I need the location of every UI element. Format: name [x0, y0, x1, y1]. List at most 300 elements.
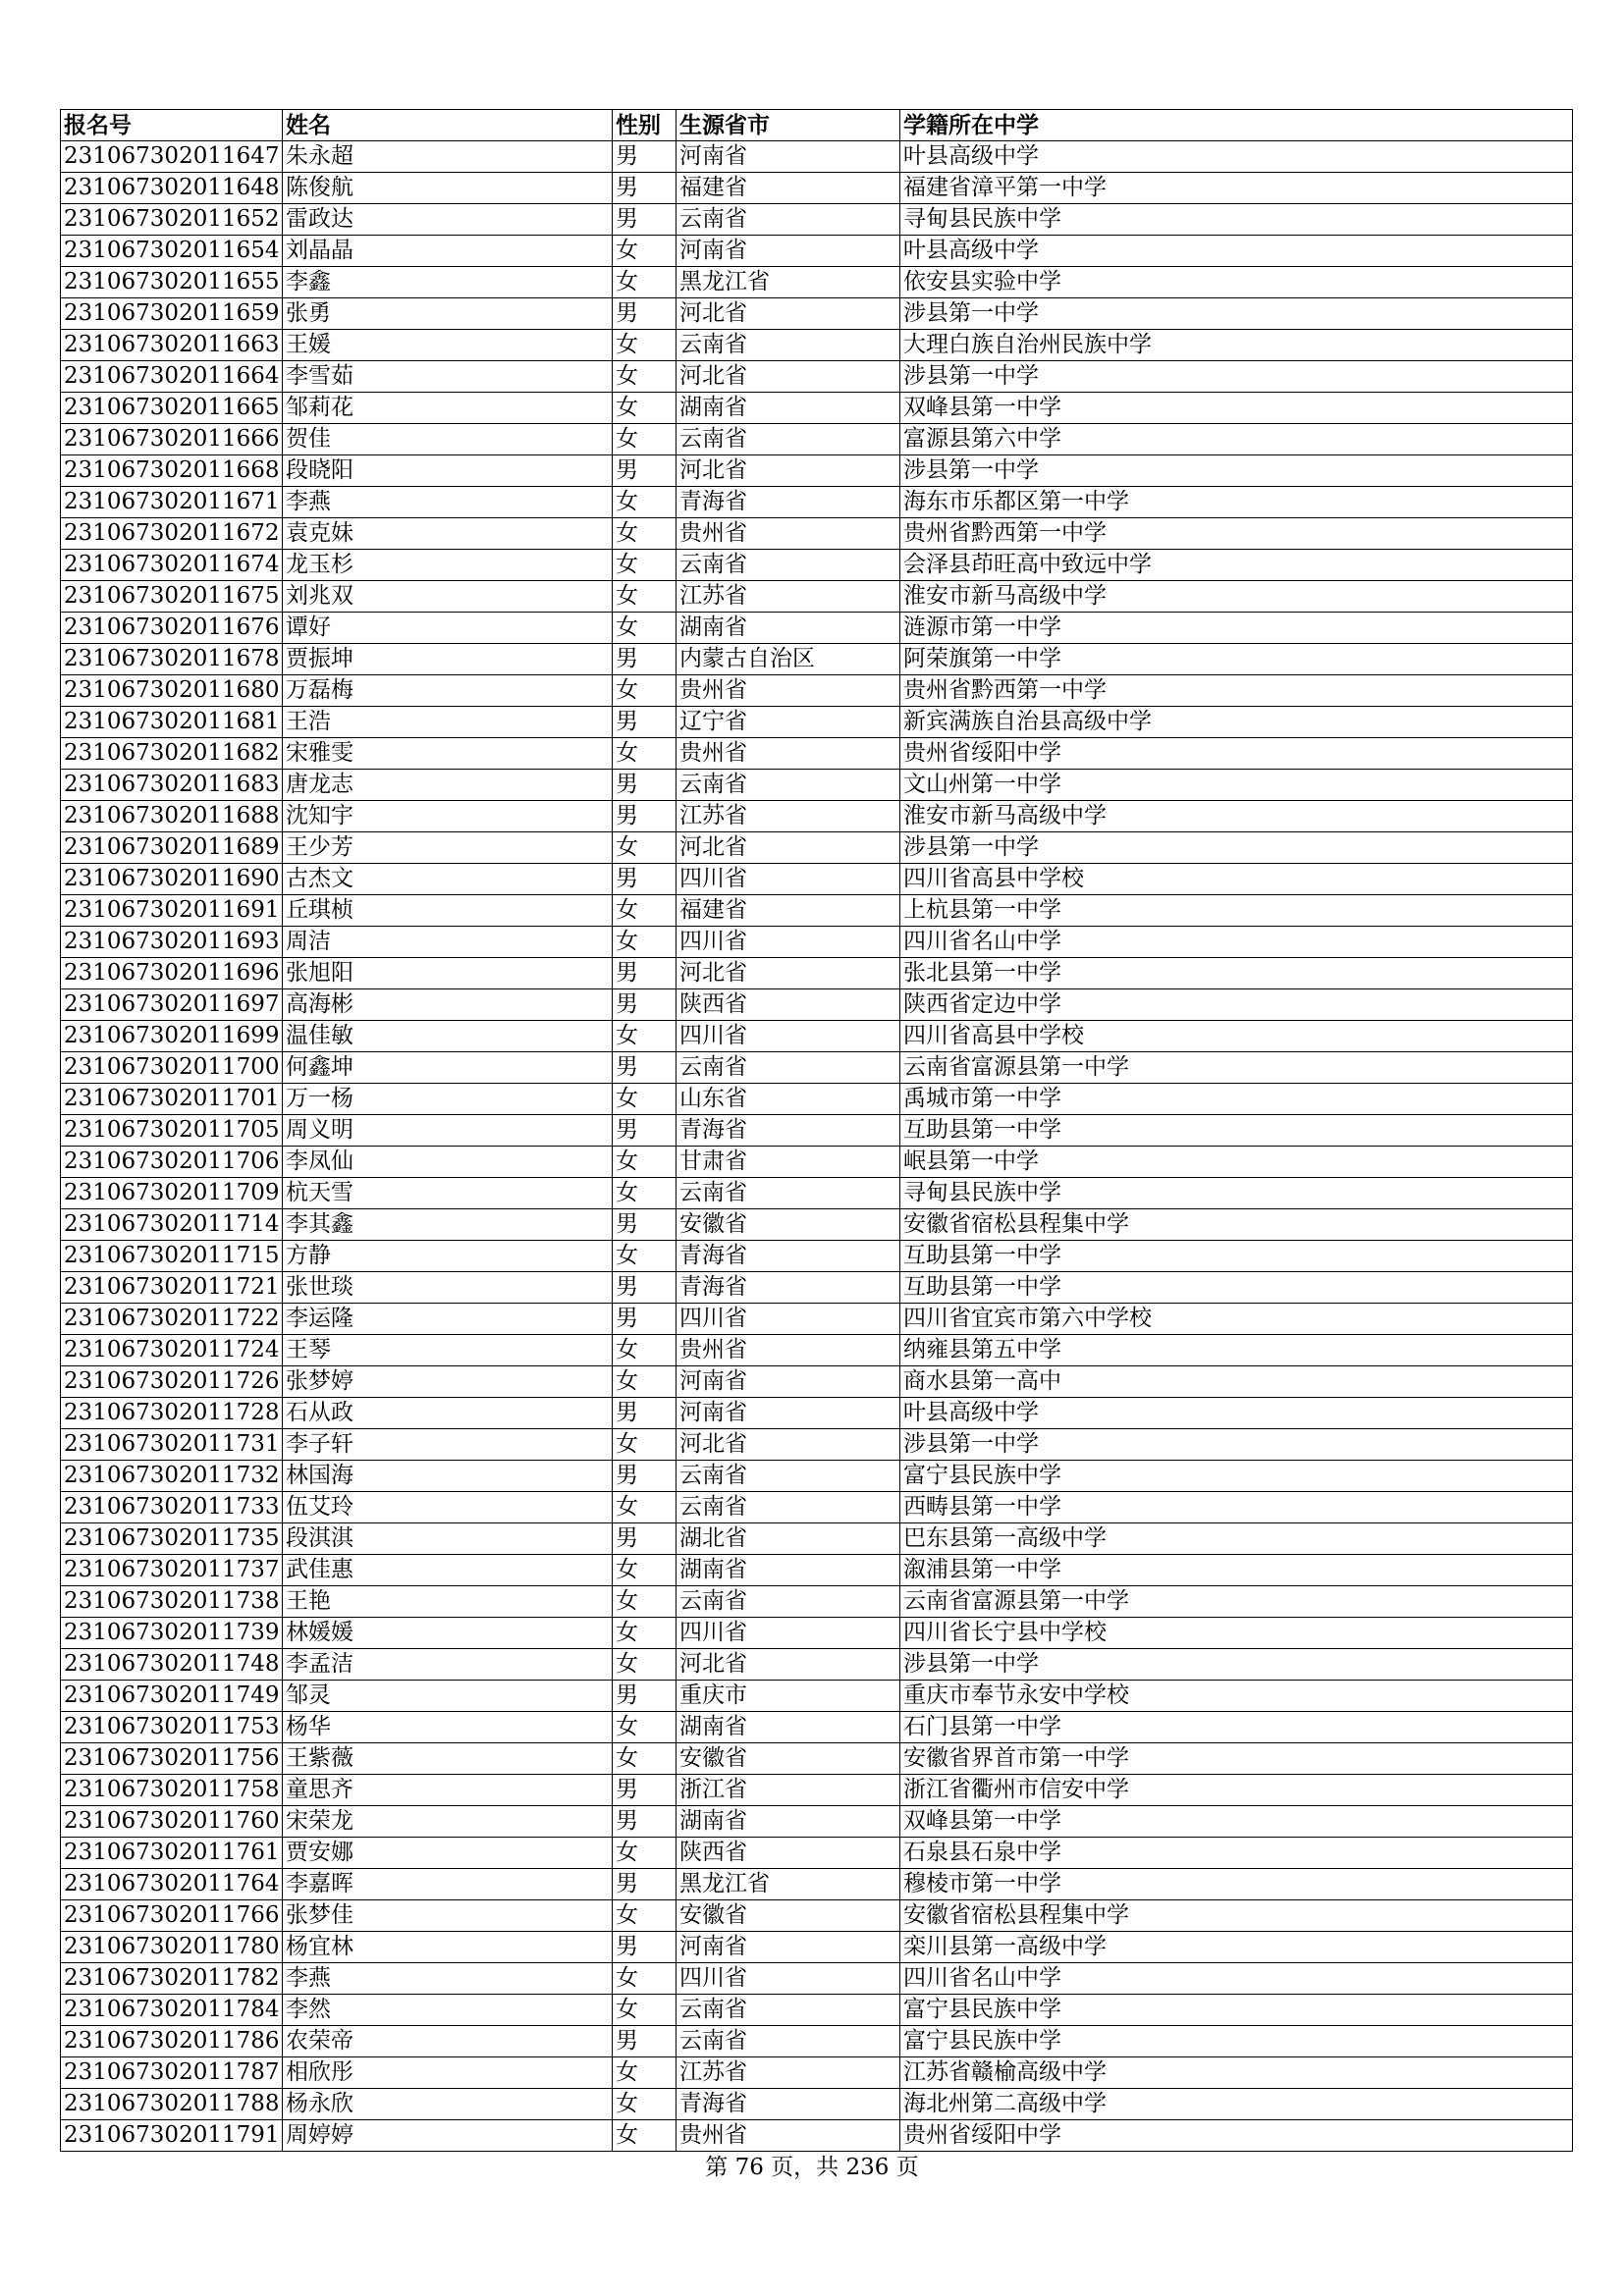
cell-origin-province: 河北省 [677, 361, 900, 393]
cell-origin-province: 湖南省 [677, 1712, 900, 1743]
cell-high-school: 安徽省宿松县程集中学 [900, 1900, 1573, 1932]
cell-origin-province: 云南省 [677, 330, 900, 361]
cell-origin-province: 安徽省 [677, 1209, 900, 1241]
cell-high-school: 西畴县第一中学 [900, 1492, 1573, 1523]
table-row [61, 393, 1573, 424]
cell-origin-province: 陕西省 [677, 989, 900, 1021]
table-row [61, 707, 1573, 738]
cell-name: 王少芳 [283, 832, 613, 864]
page-footer [0, 2149, 1624, 2181]
cell-gender: 男 [613, 644, 677, 675]
cell-origin-province: 云南省 [677, 1586, 900, 1618]
cell-name: 林媛媛 [283, 1618, 613, 1649]
header-name: 姓名 [283, 110, 613, 141]
cell-registration-number: 231067302011668 [61, 455, 283, 487]
table-row [61, 1900, 1573, 1932]
header-origin-province: 生源省市 [677, 110, 900, 141]
cell-registration-number: 231067302011655 [61, 267, 283, 298]
cell-origin-province: 浙江省 [677, 1775, 900, 1806]
table-row [61, 1869, 1573, 1900]
cell-gender: 女 [613, 1995, 677, 2026]
cell-registration-number: 231067302011709 [61, 1178, 283, 1209]
cell-high-school: 纳雍县第五中学 [900, 1335, 1573, 1366]
cell-registration-number: 231067302011764 [61, 1869, 283, 1900]
cell-gender: 男 [613, 1461, 677, 1492]
cell-registration-number: 231067302011671 [61, 487, 283, 518]
cell-gender: 女 [613, 1649, 677, 1681]
cell-origin-province: 贵州省 [677, 738, 900, 770]
cell-high-school: 贵州省黔西第一中学 [900, 675, 1573, 707]
cell-origin-province: 贵州省 [677, 675, 900, 707]
cell-high-school: 海北州第二高级中学 [900, 2089, 1573, 2120]
cell-high-school: 张北县第一中学 [900, 958, 1573, 989]
cell-gender: 女 [613, 581, 677, 613]
cell-gender: 女 [613, 1900, 677, 1932]
cell-origin-province: 河南省 [677, 1398, 900, 1429]
table-row [61, 801, 1573, 832]
cell-high-school: 海东市乐都区第一中学 [900, 487, 1573, 518]
cell-gender: 女 [613, 1712, 677, 1743]
cell-origin-province: 四川省 [677, 1304, 900, 1335]
cell-gender: 女 [613, 330, 677, 361]
cell-origin-province: 安徽省 [677, 1900, 900, 1932]
cell-gender: 女 [613, 927, 677, 958]
cell-registration-number: 231067302011676 [61, 613, 283, 644]
cell-gender: 男 [613, 1869, 677, 1900]
cell-high-school: 涉县第一中学 [900, 298, 1573, 330]
cell-gender: 女 [613, 1492, 677, 1523]
cell-gender: 女 [613, 1241, 677, 1272]
table-row [61, 1586, 1573, 1618]
cell-gender: 女 [613, 1618, 677, 1649]
cell-name: 龙玉杉 [283, 550, 613, 581]
cell-registration-number: 231067302011761 [61, 1838, 283, 1869]
cell-high-school: 四川省高县中学校 [900, 864, 1573, 895]
cell-registration-number: 231067302011766 [61, 1900, 283, 1932]
cell-gender: 女 [613, 393, 677, 424]
cell-high-school: 富源县第六中学 [900, 424, 1573, 455]
cell-high-school: 涉县第一中学 [900, 361, 1573, 393]
table-row [61, 2057, 1573, 2089]
cell-high-school: 互助县第一中学 [900, 1241, 1573, 1272]
cell-name: 杨宜林 [283, 1932, 613, 1963]
cell-gender: 男 [613, 989, 677, 1021]
cell-high-school: 巴东县第一高级中学 [900, 1523, 1573, 1555]
cell-name: 高海彬 [283, 989, 613, 1021]
cell-registration-number: 231067302011737 [61, 1555, 283, 1586]
cell-gender: 女 [613, 1335, 677, 1366]
cell-name: 刘晶晶 [283, 236, 613, 267]
cell-registration-number: 231067302011678 [61, 644, 283, 675]
cell-origin-province: 四川省 [677, 927, 900, 958]
cell-registration-number: 231067302011760 [61, 1806, 283, 1838]
cell-origin-province: 河北省 [677, 958, 900, 989]
cell-registration-number: 231067302011691 [61, 895, 283, 927]
cell-name: 李运隆 [283, 1304, 613, 1335]
cell-high-school: 安徽省界首市第一中学 [900, 1743, 1573, 1775]
table-row [61, 1335, 1573, 1366]
cell-high-school: 涉县第一中学 [900, 1429, 1573, 1461]
table-row [61, 204, 1573, 236]
cell-origin-province: 云南省 [677, 1052, 900, 1084]
cell-registration-number: 231067302011739 [61, 1618, 283, 1649]
cell-gender: 女 [613, 236, 677, 267]
table-row [61, 1021, 1573, 1052]
table-row [61, 330, 1573, 361]
cell-name: 段淇淇 [283, 1523, 613, 1555]
cell-origin-province: 贵州省 [677, 1335, 900, 1366]
cell-gender: 女 [613, 1366, 677, 1398]
cell-name: 李然 [283, 1995, 613, 2026]
table-row [61, 141, 1573, 173]
cell-registration-number: 231067302011693 [61, 927, 283, 958]
cell-gender: 男 [613, 770, 677, 801]
cell-origin-province: 重庆市 [677, 1681, 900, 1712]
header-high-school: 学籍所在中学 [900, 110, 1573, 141]
cell-origin-province: 河北省 [677, 832, 900, 864]
cell-gender: 女 [613, 1084, 677, 1115]
cell-high-school: 淮安市新马高级中学 [900, 801, 1573, 832]
cell-name: 张梦佳 [283, 1900, 613, 1932]
cell-high-school: 贵州省黔西第一中学 [900, 518, 1573, 550]
cell-high-school: 富宁县民族中学 [900, 2026, 1573, 2057]
cell-origin-province: 陕西省 [677, 1838, 900, 1869]
table-row [61, 1304, 1573, 1335]
cell-origin-province: 河南省 [677, 1366, 900, 1398]
header-registration-number: 报名号 [61, 110, 283, 141]
cell-origin-province: 河南省 [677, 1932, 900, 1963]
cell-gender: 女 [613, 1147, 677, 1178]
table-row [61, 1398, 1573, 1429]
cell-registration-number: 231067302011689 [61, 832, 283, 864]
table-row [61, 2089, 1573, 2120]
cell-high-school: 涟源市第一中学 [900, 613, 1573, 644]
cell-origin-province: 云南省 [677, 550, 900, 581]
cell-name: 王媛 [283, 330, 613, 361]
cell-gender: 女 [613, 424, 677, 455]
table-row [61, 1712, 1573, 1743]
cell-high-school: 四川省宜宾市第六中学校 [900, 1304, 1573, 1335]
cell-origin-province: 云南省 [677, 204, 900, 236]
cell-registration-number: 231067302011688 [61, 801, 283, 832]
cell-registration-number: 231067302011683 [61, 770, 283, 801]
cell-name: 张旭阳 [283, 958, 613, 989]
cell-registration-number: 231067302011756 [61, 1743, 283, 1775]
cell-high-school: 互助县第一中学 [900, 1272, 1573, 1304]
cell-gender: 女 [613, 832, 677, 864]
cell-high-school: 寻甸县民族中学 [900, 1178, 1573, 1209]
cell-origin-province: 青海省 [677, 1272, 900, 1304]
cell-registration-number: 231067302011714 [61, 1209, 283, 1241]
cell-origin-province: 河北省 [677, 1429, 900, 1461]
cell-registration-number: 231067302011674 [61, 550, 283, 581]
cell-origin-province: 山东省 [677, 1084, 900, 1115]
cell-origin-province: 青海省 [677, 2089, 900, 2120]
cell-high-school: 文山州第一中学 [900, 770, 1573, 801]
cell-name: 李其鑫 [283, 1209, 613, 1241]
cell-registration-number: 231067302011753 [61, 1712, 283, 1743]
table-row [61, 550, 1573, 581]
table-row [61, 236, 1573, 267]
cell-origin-province: 河南省 [677, 141, 900, 173]
cell-high-school: 会泽县茚旺高中致远中学 [900, 550, 1573, 581]
table-row [61, 895, 1573, 927]
cell-gender: 女 [613, 2120, 677, 2152]
table-row [61, 455, 1573, 487]
cell-origin-province: 安徽省 [677, 1743, 900, 1775]
table-row [61, 1963, 1573, 1995]
table-row [61, 1052, 1573, 1084]
table-row [61, 361, 1573, 393]
cell-name: 林国海 [283, 1461, 613, 1492]
cell-origin-province: 云南省 [677, 1461, 900, 1492]
table-row [61, 1115, 1573, 1147]
cell-high-school: 四川省名山中学 [900, 1963, 1573, 1995]
cell-gender: 男 [613, 204, 677, 236]
table-row [61, 1084, 1573, 1115]
cell-registration-number: 231067302011648 [61, 173, 283, 204]
table-row [61, 1209, 1573, 1241]
cell-registration-number: 231067302011696 [61, 958, 283, 989]
cell-name: 李燕 [283, 1963, 613, 1995]
cell-name: 周洁 [283, 927, 613, 958]
cell-registration-number: 231067302011733 [61, 1492, 283, 1523]
cell-name: 王浩 [283, 707, 613, 738]
cell-high-school: 上杭县第一中学 [900, 895, 1573, 927]
cell-registration-number: 231067302011758 [61, 1775, 283, 1806]
table-row [61, 1555, 1573, 1586]
cell-name: 李子轩 [283, 1429, 613, 1461]
table-row [61, 267, 1573, 298]
cell-origin-province: 河北省 [677, 298, 900, 330]
cell-origin-province: 湖南省 [677, 1806, 900, 1838]
table-row [61, 518, 1573, 550]
cell-name: 万一杨 [283, 1084, 613, 1115]
cell-gender: 男 [613, 1052, 677, 1084]
table-row [61, 1147, 1573, 1178]
cell-gender: 男 [613, 801, 677, 832]
cell-high-school: 石泉县石泉中学 [900, 1838, 1573, 1869]
cell-registration-number: 231067302011706 [61, 1147, 283, 1178]
cell-high-school: 寻甸县民族中学 [900, 204, 1573, 236]
cell-gender: 男 [613, 1209, 677, 1241]
cell-registration-number: 231067302011728 [61, 1398, 283, 1429]
cell-origin-province: 湖南省 [677, 613, 900, 644]
cell-high-school: 栾川县第一高级中学 [900, 1932, 1573, 1963]
table-row [61, 581, 1573, 613]
table-row [61, 989, 1573, 1021]
table-row [61, 1523, 1573, 1555]
cell-gender: 女 [613, 1963, 677, 1995]
cell-origin-province: 湖南省 [677, 393, 900, 424]
cell-name: 相欣彤 [283, 2057, 613, 2089]
table-row [61, 1681, 1573, 1712]
table-row [61, 1366, 1573, 1398]
cell-gender: 男 [613, 1115, 677, 1147]
header-gender: 性别 [613, 110, 677, 141]
cell-registration-number: 231067302011786 [61, 2026, 283, 2057]
cell-gender: 男 [613, 1806, 677, 1838]
cell-high-school: 叶县高级中学 [900, 236, 1573, 267]
cell-high-school: 富宁县民族中学 [900, 1995, 1573, 2026]
cell-name: 张世琰 [283, 1272, 613, 1304]
cell-name: 贾振坤 [283, 644, 613, 675]
cell-high-school: 安徽省宿松县程集中学 [900, 1209, 1573, 1241]
cell-high-school: 四川省高县中学校 [900, 1021, 1573, 1052]
cell-origin-province: 辽宁省 [677, 707, 900, 738]
table-row [61, 644, 1573, 675]
cell-high-school: 福建省漳平第一中学 [900, 173, 1573, 204]
cell-name: 张勇 [283, 298, 613, 330]
cell-name: 何鑫坤 [283, 1052, 613, 1084]
cell-gender: 女 [613, 1838, 677, 1869]
cell-registration-number: 231067302011680 [61, 675, 283, 707]
cell-high-school: 穆棱市第一中学 [900, 1869, 1573, 1900]
cell-high-school: 云南省富源县第一中学 [900, 1052, 1573, 1084]
cell-registration-number: 231067302011675 [61, 581, 283, 613]
cell-high-school: 江苏省赣榆高级中学 [900, 2057, 1573, 2089]
cell-gender: 女 [613, 2089, 677, 2120]
cell-registration-number: 231067302011672 [61, 518, 283, 550]
table-row [61, 864, 1573, 895]
cell-high-school: 互助县第一中学 [900, 1115, 1573, 1147]
cell-name: 伍艾玲 [283, 1492, 613, 1523]
cell-name: 唐龙志 [283, 770, 613, 801]
cell-name: 李孟洁 [283, 1649, 613, 1681]
cell-name: 邹灵 [283, 1681, 613, 1712]
cell-gender: 男 [613, 1304, 677, 1335]
cell-origin-province: 云南省 [677, 1492, 900, 1523]
table-row [61, 487, 1573, 518]
cell-origin-province: 河北省 [677, 455, 900, 487]
cell-high-school: 阿荣旗第一中学 [900, 644, 1573, 675]
cell-name: 丘琪桢 [283, 895, 613, 927]
cell-name: 沈知宇 [283, 801, 613, 832]
cell-origin-province: 四川省 [677, 864, 900, 895]
cell-high-school: 贵州省绥阳中学 [900, 2120, 1573, 2152]
cell-high-school: 云南省富源县第一中学 [900, 1586, 1573, 1618]
cell-name: 周婷婷 [283, 2120, 613, 2152]
cell-registration-number: 231067302011665 [61, 393, 283, 424]
cell-gender: 男 [613, 958, 677, 989]
cell-high-school: 四川省名山中学 [900, 927, 1573, 958]
cell-name: 刘兆双 [283, 581, 613, 613]
table-row [61, 298, 1573, 330]
table-row [61, 1461, 1573, 1492]
cell-origin-province: 江苏省 [677, 2057, 900, 2089]
cell-registration-number: 231067302011722 [61, 1304, 283, 1335]
cell-name: 段晓阳 [283, 455, 613, 487]
cell-name: 杭天雪 [283, 1178, 613, 1209]
cell-origin-province: 四川省 [677, 1618, 900, 1649]
cell-gender: 女 [613, 518, 677, 550]
table-row [61, 1241, 1573, 1272]
cell-gender: 男 [613, 141, 677, 173]
cell-name: 石从政 [283, 1398, 613, 1429]
table-row [61, 424, 1573, 455]
table-row [61, 1806, 1573, 1838]
cell-registration-number: 231067302011659 [61, 298, 283, 330]
cell-origin-province: 云南省 [677, 1178, 900, 1209]
cell-gender: 女 [613, 487, 677, 518]
cell-registration-number: 231067302011701 [61, 1084, 283, 1115]
cell-origin-province: 四川省 [677, 1963, 900, 1995]
cell-name: 温佳敏 [283, 1021, 613, 1052]
table-row [61, 1995, 1573, 2026]
cell-name: 李凤仙 [283, 1147, 613, 1178]
cell-origin-province: 湖南省 [677, 1555, 900, 1586]
cell-registration-number: 231067302011682 [61, 738, 283, 770]
cell-origin-province: 云南省 [677, 1995, 900, 2026]
page-number-label: 第 76 页，共 236 页 [705, 2155, 919, 2180]
cell-origin-province: 青海省 [677, 1115, 900, 1147]
cell-high-school: 溆浦县第一中学 [900, 1555, 1573, 1586]
cell-name: 武佳惠 [283, 1555, 613, 1586]
cell-high-school: 涉县第一中学 [900, 1649, 1573, 1681]
cell-name: 杨华 [283, 1712, 613, 1743]
cell-registration-number: 231067302011749 [61, 1681, 283, 1712]
cell-registration-number: 231067302011681 [61, 707, 283, 738]
cell-name: 万磊梅 [283, 675, 613, 707]
table-row [61, 1492, 1573, 1523]
table-row [61, 1775, 1573, 1806]
cell-name: 陈俊航 [283, 173, 613, 204]
cell-registration-number: 231067302011732 [61, 1461, 283, 1492]
cell-gender: 女 [613, 550, 677, 581]
cell-gender: 女 [613, 1743, 677, 1775]
cell-name: 朱永超 [283, 141, 613, 173]
cell-origin-province: 甘肃省 [677, 1147, 900, 1178]
cell-high-school: 淮安市新马高级中学 [900, 581, 1573, 613]
cell-name: 方静 [283, 1241, 613, 1272]
cell-gender: 女 [613, 1178, 677, 1209]
cell-name: 邹莉花 [283, 393, 613, 424]
cell-name: 李嘉晖 [283, 1869, 613, 1900]
cell-high-school: 四川省长宁县中学校 [900, 1618, 1573, 1649]
cell-name: 农荣帝 [283, 2026, 613, 2057]
cell-registration-number: 231067302011663 [61, 330, 283, 361]
cell-gender: 男 [613, 1932, 677, 1963]
cell-origin-province: 云南省 [677, 2026, 900, 2057]
cell-name: 杨永欣 [283, 2089, 613, 2120]
table-row [61, 1743, 1573, 1775]
cell-gender: 女 [613, 2057, 677, 2089]
cell-registration-number: 231067302011782 [61, 1963, 283, 1995]
cell-gender: 男 [613, 1775, 677, 1806]
cell-registration-number: 231067302011664 [61, 361, 283, 393]
cell-high-school: 石门县第一中学 [900, 1712, 1573, 1743]
cell-gender: 女 [613, 895, 677, 927]
cell-gender: 女 [613, 1555, 677, 1586]
cell-registration-number: 231067302011715 [61, 1241, 283, 1272]
cell-high-school: 涉县第一中学 [900, 832, 1573, 864]
cell-high-school: 依安县实验中学 [900, 267, 1573, 298]
cell-name: 周义明 [283, 1115, 613, 1147]
table-row [61, 738, 1573, 770]
cell-origin-province: 内蒙古自治区 [677, 644, 900, 675]
admission-list-table [60, 109, 1573, 2152]
cell-registration-number: 231067302011724 [61, 1335, 283, 1366]
cell-high-school: 贵州省绥阳中学 [900, 738, 1573, 770]
cell-high-school: 岷县第一中学 [900, 1147, 1573, 1178]
cell-registration-number: 231067302011735 [61, 1523, 283, 1555]
cell-gender: 男 [613, 173, 677, 204]
cell-gender: 男 [613, 1398, 677, 1429]
cell-high-school: 商水县第一高中 [900, 1366, 1573, 1398]
cell-origin-province: 河北省 [677, 1649, 900, 1681]
cell-gender: 男 [613, 1272, 677, 1304]
cell-gender: 男 [613, 707, 677, 738]
